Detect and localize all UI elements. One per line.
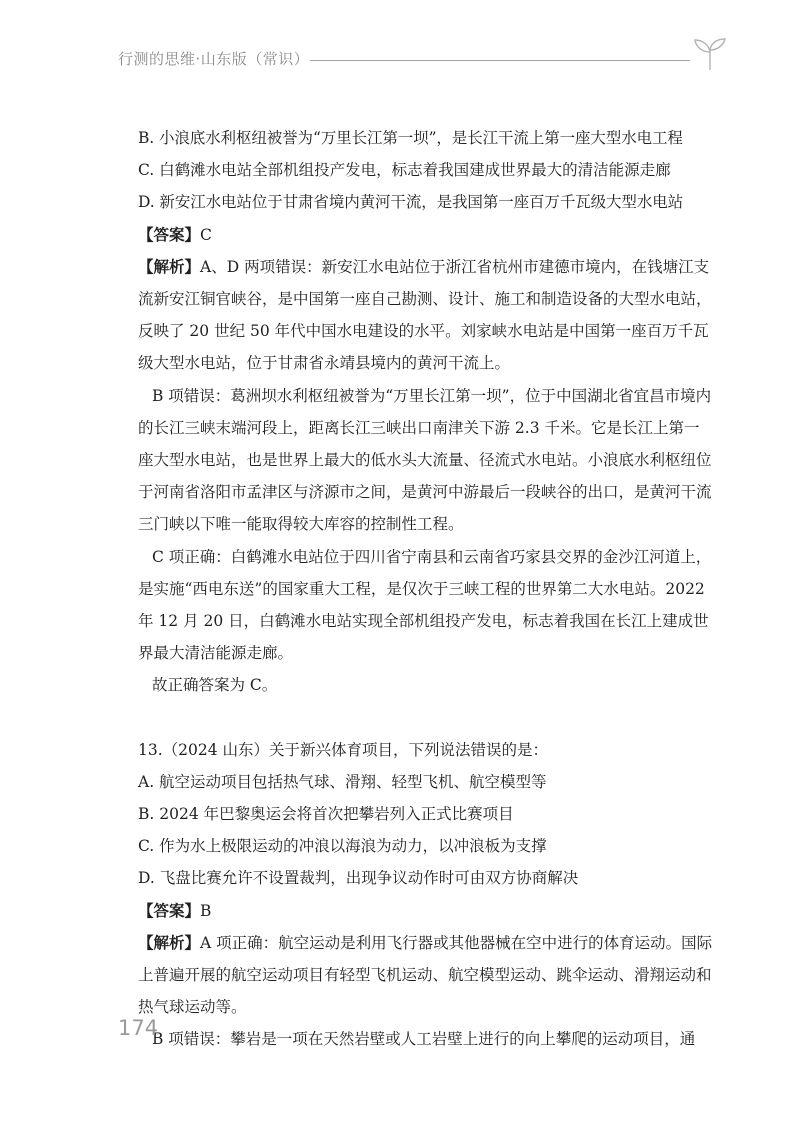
analysis-text: A、D 两项错误：新安江水电站位于浙江省杭州市建德市境内，在钱塘江支流新安江铜官峡谷，是中国第一座自己勘测、设计、施工和制造设备的大型水电站，反映了 20 世纪 50 年代中国水电建设的水平。刘家峡水电站是中国第一座百万千瓦级大型水电站，位于甘肃省永靖县境内的黄河干流上。	[138, 257, 712, 373]
answer-label: 【答案】	[138, 224, 201, 244]
q12-answer	[138, 219, 714, 251]
q13-option-c: C. 作为水上极限运动的冲浪以海浪为动力，以冲浪板为支撑	[138, 837, 547, 856]
page-content	[138, 122, 714, 1056]
q12-option-c: C. 白鹤滩水电站全部机组投产发电，标志着我国建成世界最大的清洁能源走廊	[138, 161, 671, 180]
q13-option-a: A. 航空运动项目包括热气球、滑翔、轻型飞机、航空模型等	[138, 772, 547, 791]
q12-option-b: B. 小浪底水利枢纽被誉为“万里长江第一坝”，是长江干流上第一座大型水电工程	[138, 129, 683, 147]
q13-analysis-p1	[138, 927, 714, 1024]
answer-value: B	[200, 901, 212, 920]
question-gap	[138, 702, 714, 734]
sprout-icon	[690, 38, 730, 72]
q12-analysis-p3: C 项正确：白鹤滩水电站位于四川省宁南县和云南省巧家县交界的金沙江河道上，是实施“西电东送”的国家重大工程，是仅次于三峡工程的世界第二大水电站。2022 年 12 月 20 日，白鹤滩水电站实现全部机组投产发电，标志着我国在长江上建成世界最大清洁能源走廊。	[138, 547, 712, 663]
q13-option-d: D. 飞盘比赛允许不设置裁判，出现争议动作时可由双方协商解决	[138, 869, 579, 888]
q12-conclusion: 故正确答案为 C。	[151, 676, 278, 695]
q13-stem: 13.（2024 山东）关于新兴体育项目，下列说法错误的是：	[138, 740, 549, 759]
page-number: 174	[118, 1016, 159, 1040]
q13-answer	[138, 895, 714, 927]
q13-option-b: B. 2024 年巴黎奥运会将首次把攀岩列入正式比赛项目	[138, 805, 514, 824]
answer-label: 【答案】	[138, 900, 201, 920]
running-header	[118, 48, 730, 72]
header-title: 行测的思维·山东版（常识）	[118, 50, 310, 68]
q12-analysis-p2: B 项错误：葛洲坝水利枢纽被誉为“万里长江第一坝”，位于中国湖北省宜昌市境内的长江三峡末端河段上，距离长江三峡出口南津关下游 2.3 千米。它是长江上第一座大型水电站，也是世界上最大的低水头大流量、径流式水电站。小浪底水利枢纽位于河南省洛阳市孟津区与济源市之间，是黄河中游最后一段峡谷的出口，是黄河干流三门峡以下唯一能取得较大库容的控制性工程。	[138, 386, 712, 534]
q12-option-d: D. 新安江水电站位于甘肃省境内黄河干流，是我国第一座百万千瓦级大型水电站	[138, 193, 684, 212]
analysis-text: A 项正确：航空运动是利用飞行器或其他器械在空中进行的体育运动。国际上普遍开展的航空运动项目有轻型飞机运动、航空模型运动、跳伞运动、滑翔运动和热气球运动等。	[138, 933, 713, 1017]
analysis-label: 【解析】	[138, 256, 201, 276]
header-rule	[310, 60, 690, 61]
analysis-label: 【解析】	[138, 932, 201, 952]
answer-value: C	[200, 225, 212, 244]
q12-analysis-p1	[138, 251, 714, 380]
q13-analysis-p2: B 项错误：攀岩是一项在天然岩壁或人工岩壁上进行的向上攀爬的运动项目，通	[151, 1030, 696, 1049]
